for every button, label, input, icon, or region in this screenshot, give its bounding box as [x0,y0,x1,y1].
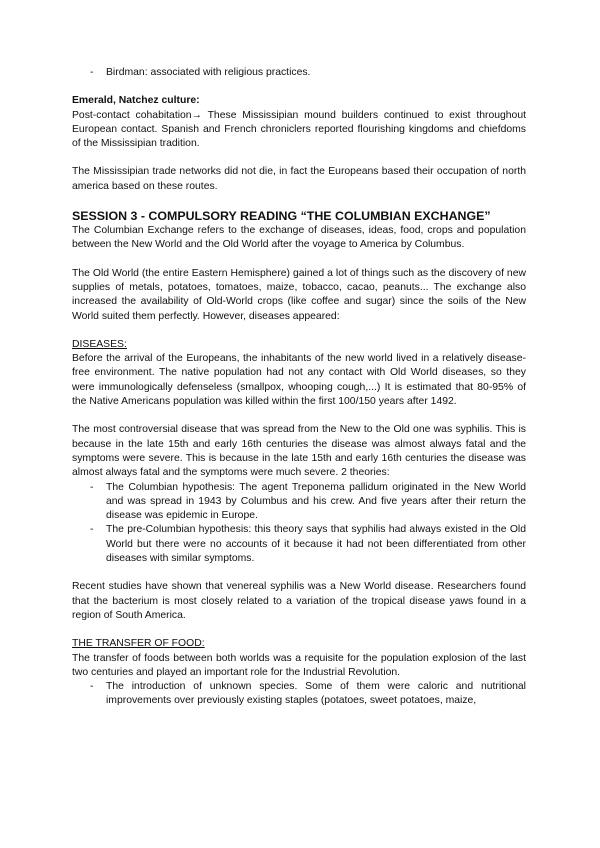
food-list [72,680,526,709]
syphilis-paragraph: The most controversial disease that was spread from the New to the Old one was syphilis. This is because in the late 15th and early 16th centuries the disease was almost always fatal and the symptoms were severe. This is because in the late 15th and early 16th centuries the disease was almost always fatal and the symptoms were much severe. 2 theories: [72,424,526,479]
trade-paragraph: The Mississipian trade networks did not die, in fact the Europeans based their occupation of north america based on these routes. [72,166,526,192]
document-page [72,66,526,709]
old-world-paragraph: The Old World (the entire Eastern Hemisphere) gained a lot of things such as the discovery of new supplies of metals, potatoes, tomatoes, maize, tobacco, cacao, peanuts... The exchange also increased the availability of Old-World crops (like coffee and sugar) since the soils of the New World suited them perfectly. However, diseases appeared: [72,267,526,322]
list-item [72,523,526,566]
bullet-dash: - [90,67,94,78]
theories-list [72,481,526,567]
bullet-text: Birdman: associated with religious practices. [106,67,311,78]
exchange-intro-paragraph: The Columbian Exchange refers to the exchange of diseases, ideas, food, crops and population between the New World and the Old World after the voyage to America by Columbus. [72,225,526,251]
bullet-dash: - [90,481,94,493]
bullet-dash: - [90,524,94,536]
diseases-heading: DISEASES: [72,338,127,350]
list-item [72,680,526,709]
food-bullet-text: The introduction of unknown species. Some of them were caloric and nutritional improvements over previously existing staples (potatoes, sweet potatoes, maize, [106,681,526,707]
theory-text: The pre-Columbian hypothesis: this theory says that syphilis had always existed in the Old World but there were no accounts of it because it had not been differentiated from other diseases with similar symptoms. [106,524,526,565]
emerald-paragraph: Post-contact cohabitation→ These Mississipian mound builders continued to exist throughout European contact. Spanish and French chroniclers reported flourishing kingdoms and chiefdoms of the Mississipian tradition. [72,109,526,150]
list-item [72,481,526,524]
emerald-heading: Emerald, Natchez culture: [72,95,200,107]
theory-text: The Columbian hypothesis: The agent Treponema pallidum originated in the New World and was spread in 1943 by Columbus and his crew. And five years after their return the disease was epidemic in Europe. [106,481,526,522]
recent-studies-paragraph: Recent studies have shown that venereal syphilis was a New World disease. Researchers found that the bacterium is most closely related to a variation of the tropical disease yaws found in a region of South America. [72,581,526,621]
food-heading: THE TRANSFER OF FOOD: [72,638,205,650]
diseases-paragraph: Before the arrival of the Europeans, the inhabitants of the new world lived in a relatively disease-free environment. The native population had not any contact with Old World diseases, so they were immunologically defenseless (smallpox, whooping cough,...) It is estimated that 80-95% of the Native Americans population was killed within the first 100/150 years after 1492. [72,353,526,408]
list-item [72,66,526,80]
food-paragraph: The transfer of foods between both worlds was a requisite for the population explosion of the last two centuries and played an important role for the Industrial Revolution. [72,652,526,678]
session-heading: SESSION 3 - COMPULSORY READING “THE COLUMBIAN EXCHANGE” [72,209,491,224]
bullet-dash: - [90,681,94,693]
top-bullet-list [72,66,526,80]
